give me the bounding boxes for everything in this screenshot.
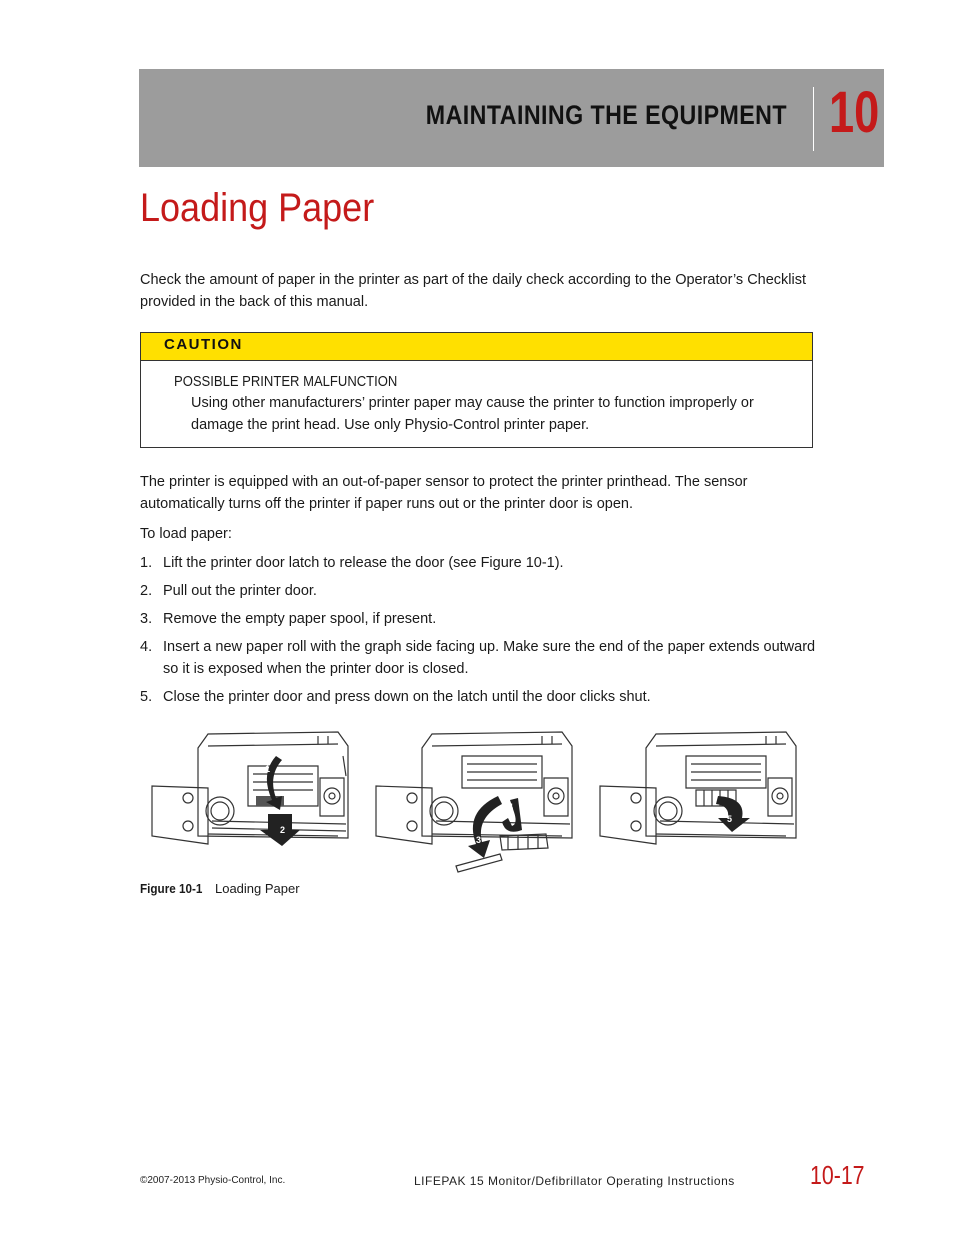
footer-manual-title: LIFEPAK 15 Monitor/Defibrillator Operating Instructions [414,1174,735,1188]
figure-caption-text: Loading Paper [214,881,300,896]
step-marker-2: 2 [280,825,286,835]
step-text: Lift the printer door latch to release the door (see Figure 10-1). [163,555,564,571]
step-number: 3. [140,611,153,627]
step-text: Insert a new paper roll with the graph side facing up. Make sure the end of the paper extends outward so it is exposed when the printer door is closed. [163,639,816,677]
step-number: 1. [140,555,153,571]
step-marker-5: 5 [727,814,733,824]
step-item [140,552,820,574]
step-number: 2. [140,583,153,599]
caution-box [140,332,813,448]
step-marker-3: 3 [476,835,482,845]
step-item [140,636,820,680]
caution-header [141,333,812,361]
page-number: 10-17 [810,1160,865,1190]
figure-caption [140,881,300,896]
step-number: 5. [140,689,153,705]
caution-heading: POSSIBLE PRINTER MALFUNCTION [174,374,398,390]
chapter-title: MAINTAINING THE EQUIPMENT [425,100,787,130]
step-item [140,608,820,630]
page-title: Loading Paper [140,186,375,230]
printer-illustration-step-5 [596,726,808,876]
step-marker-4: 4 [508,802,514,812]
figure-loading-paper [148,726,808,876]
intro-paragraph: Check the amount of paper in the printer as part of the daily check according to the Operator’s Checklist provided in the back of this manual. [140,272,807,310]
chapter-number: 10 [829,80,880,145]
step-item [140,686,820,708]
step-text: Pull out the printer door. [163,583,317,599]
lead-in: To load paper: [140,526,232,542]
step-number: 4. [140,639,153,655]
step-text: Remove the empty paper spool, if present. [163,611,437,627]
chapter-header [139,69,884,167]
sensor-paragraph: The printer is equipped with an out-of-paper sensor to protect the printer printhead. The sensor automatically turns off the printer if paper runs out or the printer door is open. [140,474,748,512]
step-item [140,580,820,602]
step-text: Close the printer door and press down on the latch until the door clicks shut. [163,689,651,705]
caution-label: CAUTION [164,336,243,353]
printer-illustration-step-3-4 [372,726,584,876]
chapter-divider [813,87,814,151]
caution-text: Using other manufacturers’ printer paper may cause the printer to function improperly or damage the print head. Use only Physio-Control printer paper. [191,395,754,433]
step-marker-1: 1 [265,764,271,774]
printer-illustration-step-1-2 [148,726,360,876]
steps-list [140,552,820,714]
footer-copyright: ©2007-2013 Physio-Control, Inc. [140,1175,286,1186]
figure-caption-label: Figure 10-1 [140,881,203,896]
